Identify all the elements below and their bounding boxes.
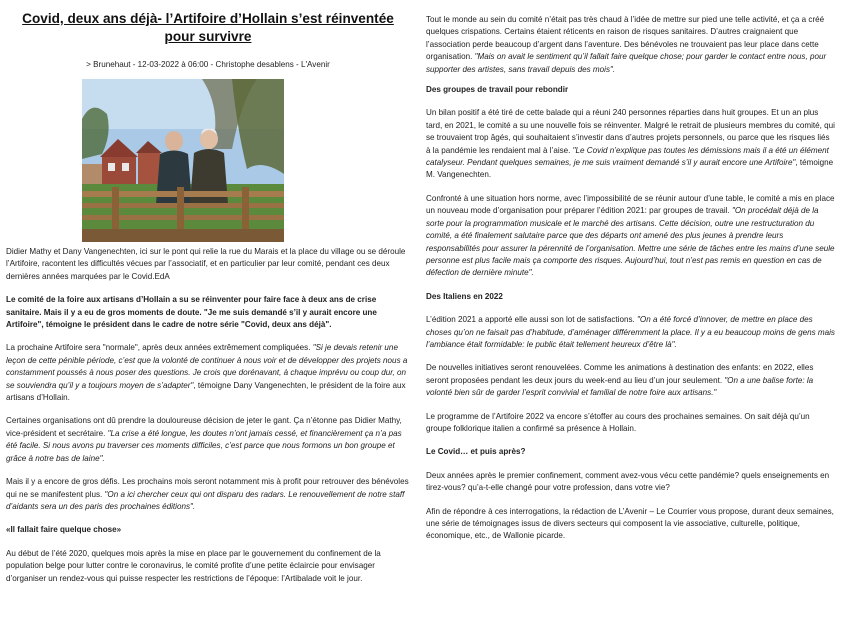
quote: "Si je devais retenir une leçon de cette pénible période, c’est que la volonté de continuer à nous voir et de développer des projets nous a constamment poussés à nous poser des questions. Je crois que dorénavant, à chaque imprévu ou coup dur, on se souviendra qu’il y a toujours moyen de s’adapter" — [6, 343, 408, 390]
paragraph-text: Tout le monde au sein du comité n’était pas très chaud à l’idée de mettre sur pied une telle activité, et ça a créé quelques crispations. Certains étaient réticents en raison de risques sanitaires. D’autres craignaient que l’association perde beaucoup d’argent dans l’aventure. Des bénévoles ne trouvaient pas leur place dans cette organisation. — [426, 15, 825, 62]
section-heading: Des groupes de travail pour rebondir — [426, 85, 569, 95]
paragraph-text: Confronté à une situation hors norme, avec l’impossibilité de se réunir autour d’une table, le comité a mis en place un nouveau mode d’organisation pour préparer l’édition 2021: par groupes de travail. — [426, 193, 835, 216]
section-heading: «Il fallait faire quelque chose» — [6, 525, 122, 535]
quote: "On a une balise forte: la volonté bien sûr de garder l’esprit convivial et familial de notre foire aux artisans." — [426, 375, 814, 398]
quote: "Mais on avait le sentiment qu’il fallait faire quelque chose; pour garder le contact entre nous, pour supporter des artistes, sans travail depuis des mois". — [426, 52, 827, 74]
left-column — [6, 8, 410, 585]
paragraph-text: , témoigne Dany Vangenechten, le président de la foire aux artisans d’Hollain. — [6, 380, 406, 403]
paragraph-4: Au début de l’été 2020, quelques mois après la mise en place par le gouvernement du confinement de la population belge pour lutter contre le coronavirus, le comité profite d’une petite éclaircie pour envisager d’organiser un rendez-vous qui puisse respecter les restrictions de l’époque: l’Artibalade voit le jour. — [6, 548, 381, 583]
paragraph-text: De nouvelles initiatives seront renouvelées. Comme les animations à destination des enfants: en 2022, elles seront proposées pendant les deux jours du week-end au lieu d’un jour seulement. — [426, 363, 814, 385]
section-heading: Le Covid… et puis après? — [426, 447, 526, 457]
photo-caption: Didier Mathy et Dany Vangenechten, ici sur le pont qui relie la rue du Marais et la place du village ou se déroule l’Artifoire, racontent les difficultés vécues par l’associatif, et en particulier par leur comité, pendant ces deux dernières années marquées par le Covid.EdA — [6, 247, 406, 281]
section-heading: Des Italiens en 2022 — [426, 291, 503, 301]
paragraph-text: La prochaine Artifoire sera "normale", après deux années extrêmement compliquées. — [6, 343, 313, 353]
paragraph-6 — [426, 107, 836, 181]
article-title: Covid, deux ans déjà- l’Artifoire d’Hollain s’est réinventée pour survivre — [22, 11, 394, 44]
article-photo — [82, 79, 284, 242]
paragraph-text: Un bilan positif a été tiré de cette balade qui a réuni 240 personnes réparties dans huit groupes. Et un an plus tard, en 2021, le comité a su une nouvelle fois se réinventer. Malgré le retrait de plusieurs membres du comité, qui se trouvaient trop âgés, qui souhaitaient s’investir dans d’autres projets personnels, ou parce que les risques liés à la pandémie les rendaient mal à l’aise. — [426, 108, 835, 155]
article-intro: Le comité de la foire aux artisans d’Hollain a su se réinventer pour faire face à deux ans de crise sanitaire. Mais il y a eu de gros moments de doute. "Je me suis demandé s’il y aurait encore une Artifoire", témoigne le président dans le cadre de notre série "Covid, deux ans déjà". — [6, 295, 377, 330]
quote: "La crise a été longue, les doutes n’ont jamais cessé, et financièrement ça n’a pas été facile. Si nous avons pu traverser ces moments difficiles, c’est parce que nous formons un bon groupe et grâce à notre bas de laine". — [6, 428, 402, 463]
paragraph-10: Le programme de l’Artifoire 2022 va encore s’étoffer au cours des prochaines semaines. On sait déjà qu’un groupe folklorique italien a confirmé sa présence à Hollain. — [426, 411, 810, 433]
right-column — [426, 14, 836, 543]
paragraph-8 — [426, 314, 836, 351]
quote: "On a ici chercher ceux qui ont disparu des radars. Le renouvellement de notre staff d’aidants sera un des paris des prochaines éditions". — [6, 489, 405, 511]
paragraph-text: Certaines organisations ont dû prendre la douloureuse décision de jeter le gant. Ça n’étonne pas Didier Mathy, vice-président et secrétaire. — [6, 416, 402, 438]
paragraph-7 — [426, 193, 836, 280]
article-byline: > Brunehaut - 12-03-2022 à 06:00 - Christophe desablens - L'Avenir — [86, 60, 330, 69]
paragraph-text: L’édition 2021 a apporté elle aussi son lot de satisfactions. — [426, 315, 638, 325]
paragraph-9 — [426, 362, 836, 399]
paragraph-3 — [6, 476, 410, 513]
paragraph-text: Mais il y a encore de gros défis. Les prochains mois seront notamment mis à profit pour retrouver des bénévoles qui ne se manifestent plus. — [6, 477, 409, 499]
quote: "On procédait déjà de la sorte pour la programmation musicale et le marché des artisans. Cette décision, outre une restructuration du comité, a été finalement salutaire parce que des départs ont amené des plus jeunes à prendre leurs responsabilités pour assurer la pérennité de l’organisation. Mettre une série de tâches entre les mains d’une seule personne est plus facile mais ça comporte des risques. Aujourd’hui, tout n’est pas remis en question en cas de défection de dernière minute". — [426, 206, 835, 278]
paragraph-12: Afin de répondre à ces interrogations, la rédaction de L’Avenir – Le Courrier vous propose, durant deux semaines, une série de témoignages issus de divers secteurs qui composent la vie associative, culturelle, politique, économique, etc., de Wallonie picarde. — [426, 506, 834, 541]
paragraph-1 — [6, 342, 410, 404]
paragraph-5 — [426, 14, 836, 76]
paragraph-2 — [6, 415, 410, 465]
paragraph-11: Deux années après le premier confinement, comment avez-vous vécu cette pandémie? quels enseignements en tirez-vous? qu’a-t-elle changé pour votre profession, dans votre vie? — [426, 470, 830, 493]
quote: "Le Covid n’explique pas toutes les démissions mais il a été un élément catalyseur. Pendant quelques semaines, je me suis vraiment demandé s’il y aurait encore une Artifoire" — [426, 145, 829, 168]
paragraph-text: , témoigne M. Vangenechten. — [426, 158, 834, 180]
quote: "On a été forcé d’innover, de mettre en place des choses qu’on ne faisait pas d’habitude, d’aménager différemment la place. Il y a eu beaucoup moins de gens mais l’ambiance était formidable: le public était tellement heureux d’être là". — [426, 315, 835, 349]
photo-illustration-icon — [82, 79, 284, 242]
